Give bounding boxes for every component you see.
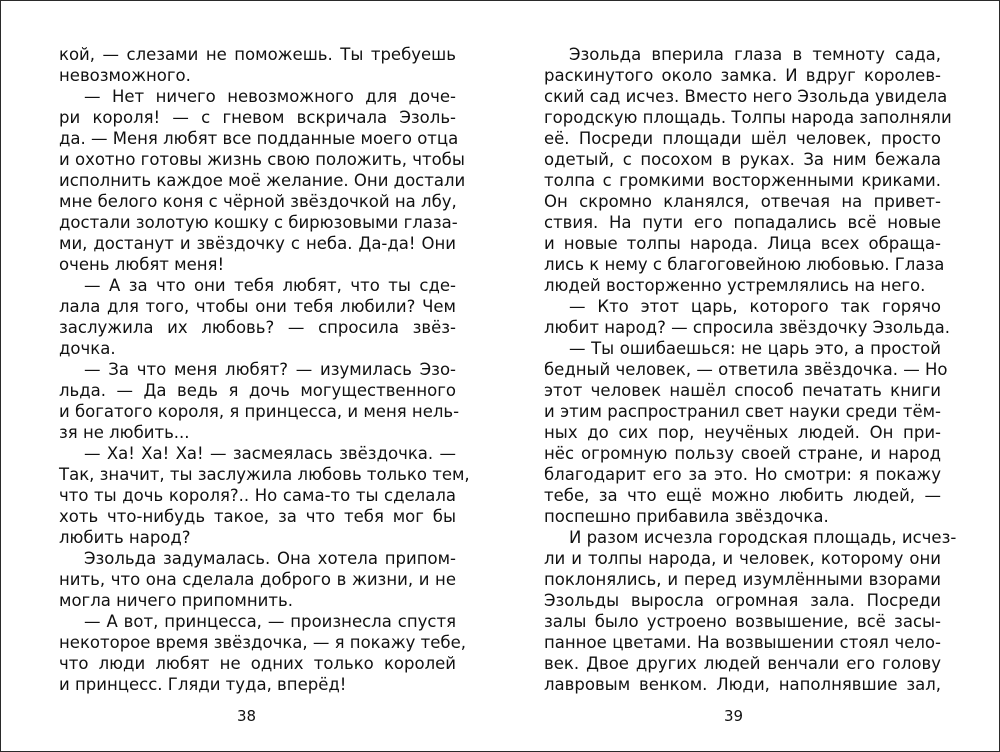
text-line: ри короля! — с гневом вскричала Эзоль- <box>59 108 456 127</box>
text-line: поспешно прибавила звёздочка. <box>544 507 829 526</box>
text-line: нить, что она сделала доброго в жизни, и не <box>59 570 456 589</box>
text-line: и богатого короля, я принцесса, и меня нель- <box>59 402 460 421</box>
text-line: Так, значит, ты заслужила любовь только тем, <box>59 465 470 484</box>
text-line: нёс огромную пользу своей стране, и народ <box>544 444 941 463</box>
text-line: городскую площадь. Толпы народа заполняли <box>544 108 952 127</box>
text-line: и новые толпы народа. Лица всех обраща- <box>544 234 941 253</box>
text-line: достали золотую кошку с бирюзовыми глаза- <box>59 213 458 232</box>
page-right <box>500 1 999 751</box>
text-line: льда. — Да ведь я дочь могущественного <box>59 381 456 400</box>
text-line: ствия. На пути его попадались всё новые <box>544 213 941 232</box>
text-line: и охотно готовы жизнь свою положить, чтобы <box>59 150 465 169</box>
text-line: ных до сих пор, неучёных людей. Он при- <box>544 423 941 442</box>
text-line: и принцесс. Гляди туда, вперёд! <box>59 675 347 694</box>
text-line: невозможного. <box>59 66 191 85</box>
page-number: 39 <box>724 707 744 725</box>
text-line: тебе, за что ещё можно любить людей, — <box>544 486 941 505</box>
text-line: — Ты ошибаешься: не царь это, а простой <box>569 339 941 358</box>
text-line: поклонялись, и перед изумлёнными взорами <box>544 570 941 589</box>
text-line: бедный человек, — ответила звёздочка. — Но <box>544 360 948 379</box>
text-line: лала для того, чтобы они тебя любили? Чем <box>59 297 456 316</box>
text-line: исполнить каждое моё желание. Они достали <box>59 171 466 190</box>
text-line: мне белого коня с чёрной звёздочкой на лбу, <box>59 192 457 211</box>
text-line: — Ха! Ха! Ха! — засмеялась звёздочка. — <box>84 444 456 463</box>
text-line: Эзольды выросла огромная зала. Посреди <box>544 591 941 610</box>
page-text <box>544 44 957 695</box>
text-line: что ты дочь короля?.. Но сама-то ты сделала <box>59 486 456 505</box>
text-line: зя не любить... <box>59 423 190 442</box>
text-line: людей восторженно устремлялись на него. <box>544 276 926 295</box>
text-line: век. Двое других людей венчали его голову <box>544 654 941 673</box>
text-line: этот человек нашёл способ печатать книги <box>544 381 941 400</box>
text-line: хоть что-нибудь такое, за что тебя мог бы <box>59 507 456 526</box>
text-line: её. Посреди площади шёл человек, просто <box>544 129 941 148</box>
text-line: любит народ? — спросила звёздочку Эзольда. <box>544 318 951 337</box>
text-line: лись к нему с благоговейною любовью. Глаза <box>544 255 945 274</box>
text-line: да. — Меня любят все подданные моего отца <box>59 129 459 148</box>
text-line: дочка. <box>59 339 116 358</box>
text-line: — Нет ничего невозможного для доче- <box>84 87 456 106</box>
text-line: ли и толпы народа, и человек, которому они <box>544 549 941 568</box>
page-number: 38 <box>237 707 257 725</box>
text-line: Он скромно кланялся, отвечая на привет- <box>544 192 941 211</box>
text-line: одетый, с посохом в руках. За ним бежала <box>544 150 941 169</box>
text-line: благодарит его за это. Но смотри: я покажу <box>544 465 941 484</box>
text-line: И разом исчезла городская площадь, исчез- <box>569 528 957 547</box>
text-line: Эзольда вперила глаза в темноту сада, <box>569 45 941 64</box>
text-line: очень любят меня! <box>59 255 225 274</box>
page-left <box>1 1 500 751</box>
text-line: любить народ? <box>59 528 191 547</box>
text-line: толпа с громкими восторженными криками. <box>544 171 941 190</box>
text-line: ский сад исчез. Вместо него Эзольда увидела <box>544 87 948 106</box>
text-line: некоторое время звёздочка, — я покажу тебе, <box>59 633 466 652</box>
page-text <box>59 44 470 695</box>
text-line: — А вот, принцесса, — произнесла спустя <box>84 612 456 631</box>
text-line: залы было устроено возвышение, всё засы- <box>544 612 941 631</box>
text-line: — А за что они тебя любят, что ты сде- <box>84 276 456 295</box>
text-line: раскинутого около замка. И вдруг королев- <box>544 66 941 85</box>
text-line: — За что меня любят? — изумилась Эзо- <box>84 360 456 379</box>
text-line: могла ничего припомнить. <box>59 591 293 610</box>
text-line: ми, достанут и звёздочку с неба. Да-да! Они <box>59 234 456 253</box>
text-line: лавровым венком. Люди, наполнявшие зал, <box>544 675 941 694</box>
text-line: заслужила их любовь? — спросила звёз- <box>59 318 456 337</box>
text-line: что люди любят не одних только королей <box>59 654 456 673</box>
text-line: — Кто этот царь, которого так горячо <box>569 297 941 316</box>
text-line: панное цветами. На возвышении стоял чело- <box>544 633 941 652</box>
text-line: и этим распространил свет науки среди тём- <box>544 402 941 421</box>
text-line: кой, — слезами не поможешь. Ты требуешь <box>59 45 456 64</box>
text-line: Эзольда задумалась. Она хотела припом- <box>84 549 456 568</box>
